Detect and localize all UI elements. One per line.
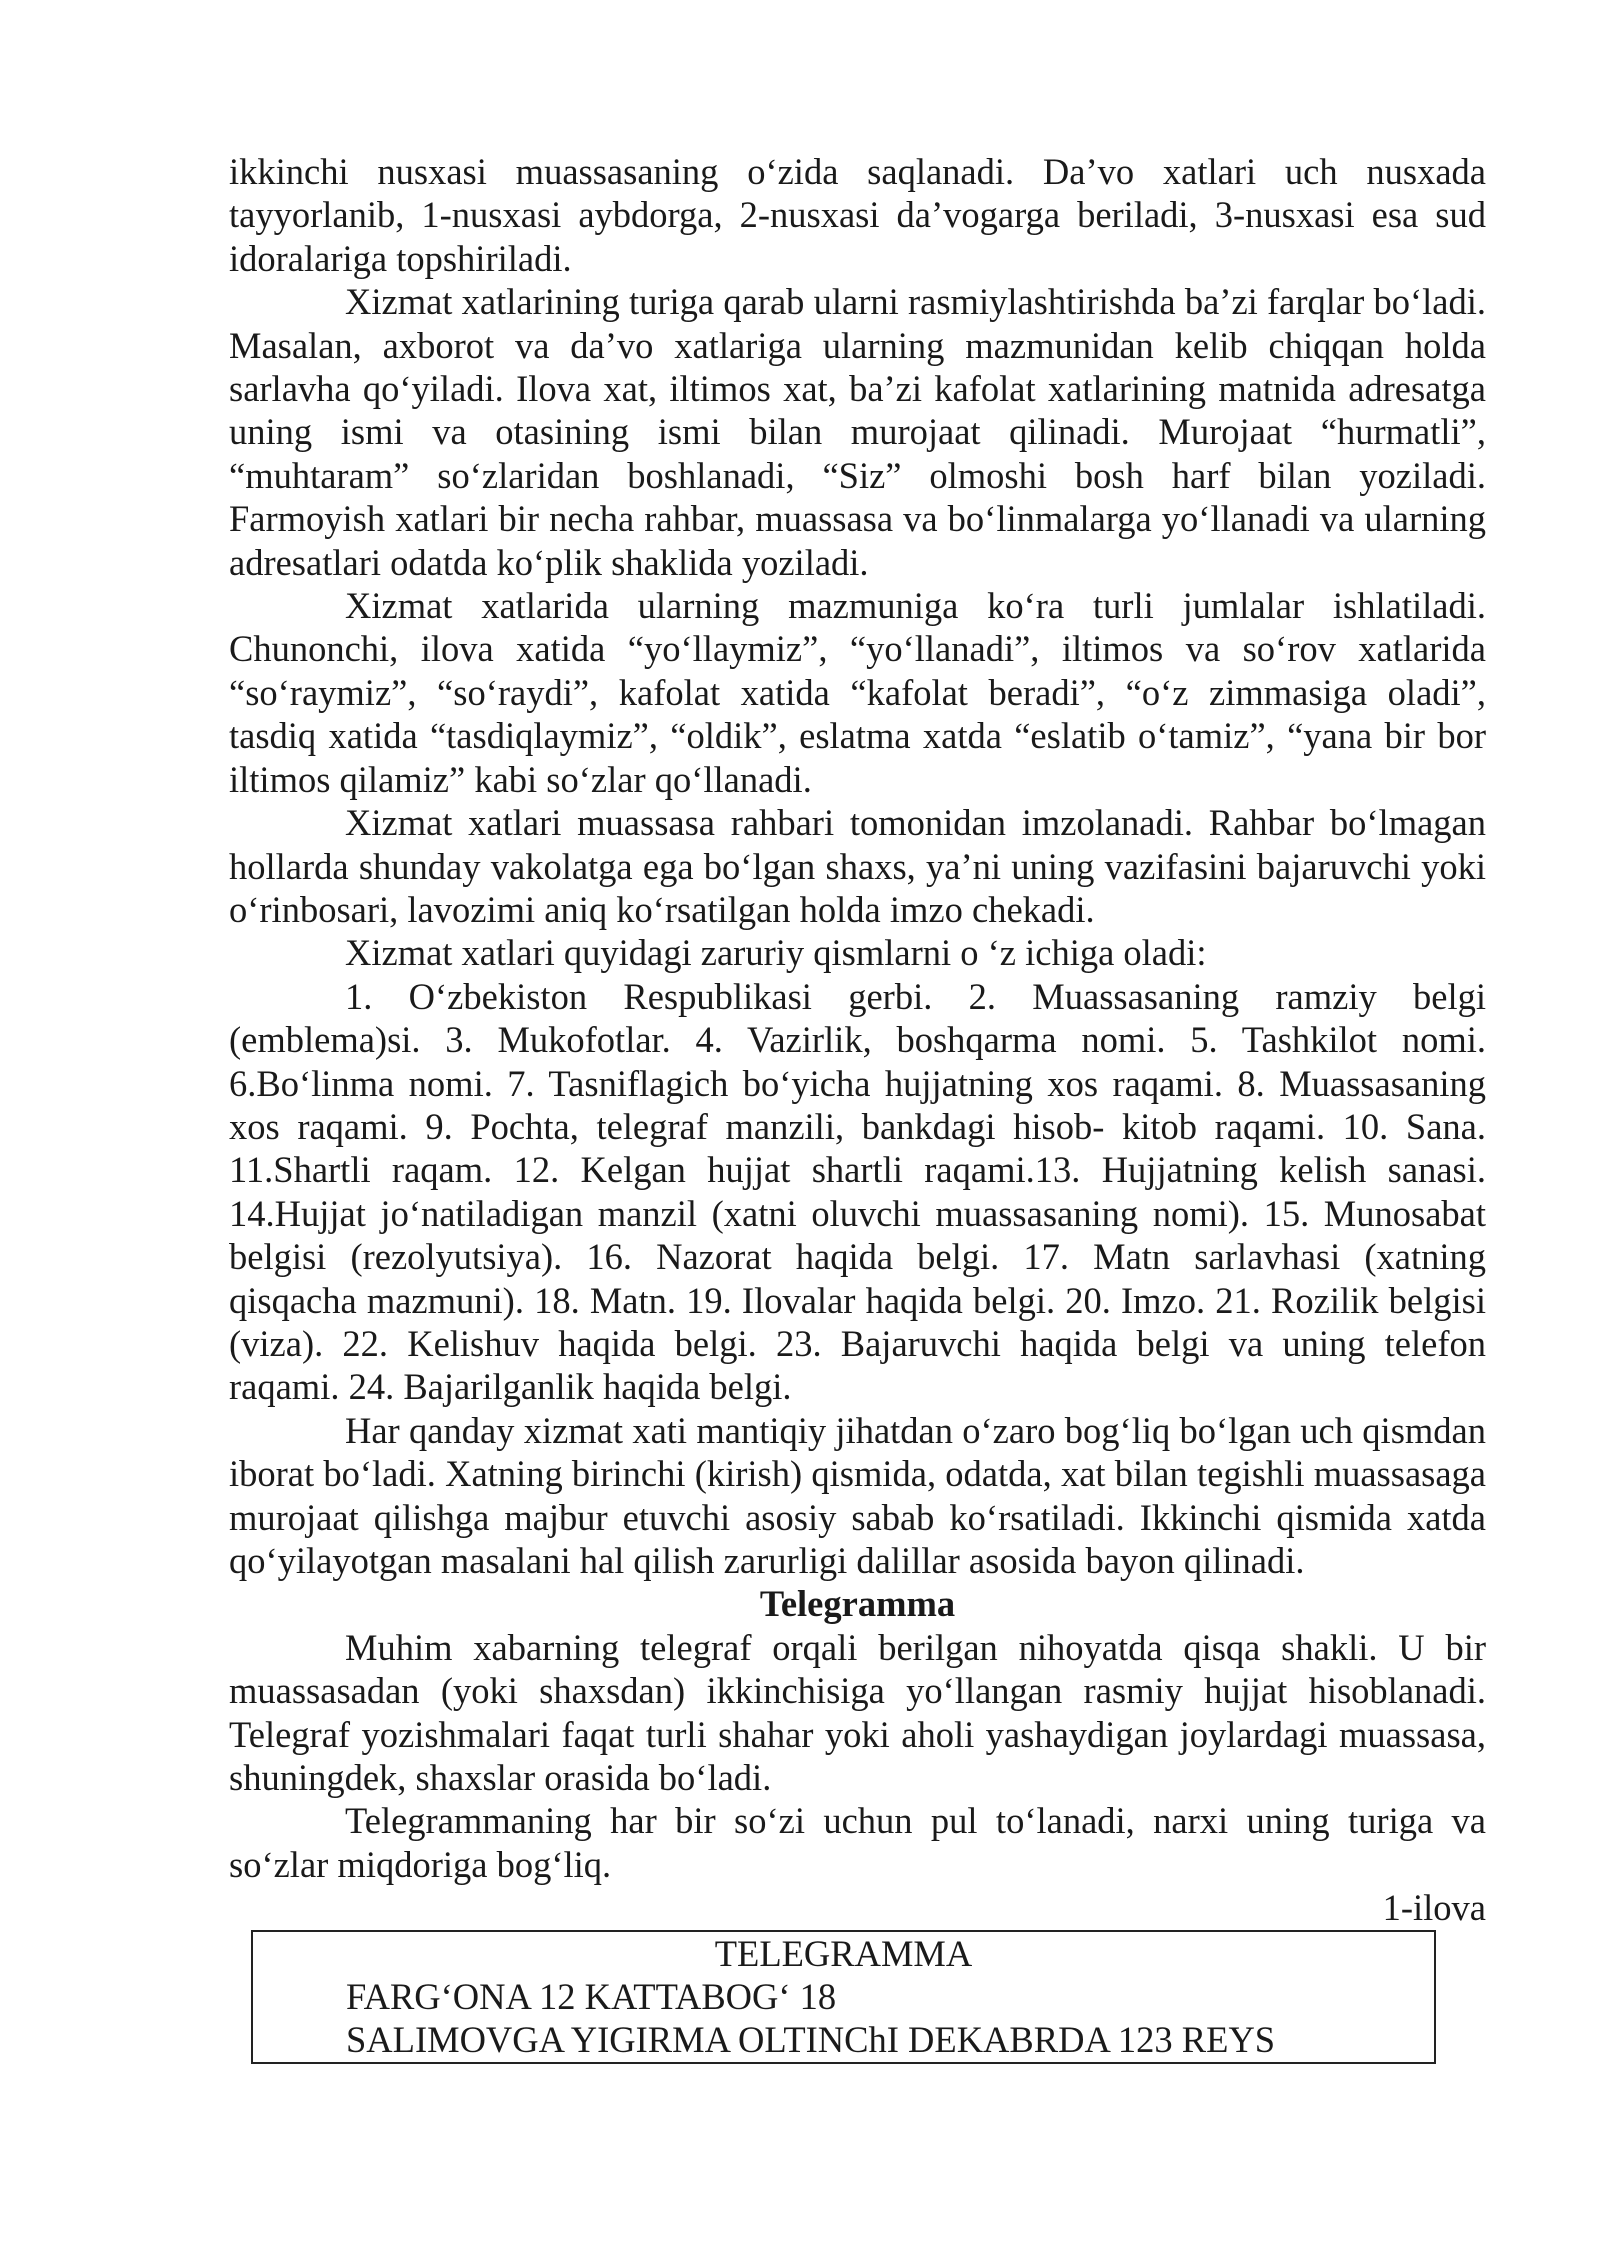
telegram-title: TELEGRAMMA <box>714 1932 973 1974</box>
paragraph-telegram-definition: Muhim xabarning telegraf orqali berilgan nihoyatda qisqa shakli. U bir muassasadan (yoki shaxsdan) ikkinchisiga yo‘llangan rasmiy hujjat hisoblanadi. Telegraf yozishmalari faqat turli shahar yoki aholi yashaydigan joylardagi muassasa, shuningdek, shaxslar orasida bo‘ladi. <box>229 1626 1486 1799</box>
telegram-message-line: SALIMOVGA YIGIRMA OLTINChI DEKABRDA 123 REYS <box>346 2019 1276 2061</box>
paragraph-continuation: ikkinchi nusxasi muassasaning o‘zida saqlanadi. Da’vo xatlari uch nusxada tayyorlanib, 1-nusxasi aybdorga, 2-nusxasi da’vogarga beriladi, 3-nusxasi esa sud idoralariga topshiriladi. <box>229 151 1486 279</box>
telegram-sample-box <box>251 1930 1436 2064</box>
paragraph-letter-signing: Xizmat xatlari muassasa rahbari tomonidan imzolanadi. Rahbar bo‘lmagan hollarda shunday vakolatga ega bo‘lgan shaxs, ya’ni uning vazifasini bajaruvchi yoki o‘rinbosari, lavozimi aniq ko‘rsatilgan holda imzo chekadi. <box>229 802 1486 930</box>
section-heading: Telegramma <box>759 1583 956 1625</box>
paragraph-letter-structure: Har qanday xizmat xati mantiqiy jihatdan o‘zaro bog‘liq bo‘lgan uch qismdan iborat bo‘ladi. Xatning birinchi (kirish) qismida, odatda, xat bilan tegishli muassasaga murojaat qilishga majbur etuvchi asosiy sabab ko‘rsatiladi. Ikkinchi qismida xatda qo‘yilayotgan masalani hal qilish zarurligi dalillar asosida bayon qilinadi. <box>229 1409 1486 1581</box>
paragraph-required-parts-list: 1. O‘zbekiston Respublikasi gerbi. 2. Muassasaning ramziy belgi (emblema)si. 3. Mukofotlar. 4. Vazirlik, boshqarma nomi. 5. Tashkilot nomi. 6.Bo‘linma nomi. 7. Tasniflagich bo‘yicha hujjatning xos raqami. 8. Muassasaning xos raqami. 9. Pochta, telegraf manzili, bankdagi hisob- kitob raqami. 10. Sana. 11.Shartli raqam. 12. Kelgan hujjat shartli raqami.13. Hujjatning kelish sanasi. 14.Hujjat jo‘natiladigan manzil (xatni oluvchi muassasaning nomi). 15. Munosabat belgisi (rezolyutsiya). 16. Nazorat haqida belgi. 17. Matn sarlavhasi (xatning qisqacha mazmuni). 18. Matn. 19. Ilovalar haqida belgi. 20. Imzo. 21. Rozilik belgisi (viza). 22. Kelishuv haqida belgi. 23. Bajaruvchi haqida belgi va uning telefon raqami. 24. Bajarilganlik haqida belgi. <box>229 975 1486 1408</box>
document-page <box>229 150 1486 2064</box>
paragraph-letter-formatting: Xizmat xatlarining turiga qarab ularni rasmiylashtirishda ba’zi farqlar bo‘ladi. Masalan, axborot va da’vo xatlariga ularning mazmunidan kelib chiqqan holda sarlavha qo‘yiladi. Ilova xat, iltimos xat, ba’zi kafolat xatlarining matnida adresatga uning ismi va otasining ismi bilan murojaat qilinadi. Murojaat “hurmatli”, “muhtaram” so‘zlaridan boshlanadi, “Siz” olmoshi bosh harf bilan yoziladi. Farmoyish xatlari bir necha rahbar, muassasa va bo‘linmalarga yo‘llanadi va ularning adresatlari odatda ko‘plik shaklida yoziladi. <box>229 281 1486 583</box>
telegram-address-line: FARG‘ONA 12 KATTABOG‘ 18 <box>346 1976 837 2018</box>
annex-label: 1-ilova <box>1382 1887 1486 1929</box>
paragraph-required-parts-intro: Xizmat xatlari quyidagi zaruriy qismlarni o ‘z ichiga oladi: <box>345 932 1207 974</box>
paragraph-letter-phrases: Xizmat xatlarida ularning mazmuniga ko‘ra turli jumlalar ishlatiladi. Chunonchi, ilova xatida “yo‘llaymiz”, “yo‘llanadi”, iltimos va so‘rov xatlarida “so‘raymiz”, “so‘raydi”, kafolat xatida “kafolat beradi”, “o‘z zimmasiga oladi”, tasdiq xatida “tasdiqlaymiz”, “oldik”, eslatma xatda “eslatib o‘tamiz”, “yana bir bor iltimos qilamiz” kabi so‘zlar qo‘llanadi. <box>229 585 1486 800</box>
paragraph-telegram-cost: Telegrammaning har bir so‘zi uchun pul to‘lanadi, narxi uning turiga va so‘zlar miqdoriga bog‘liq. <box>229 1800 1486 1885</box>
